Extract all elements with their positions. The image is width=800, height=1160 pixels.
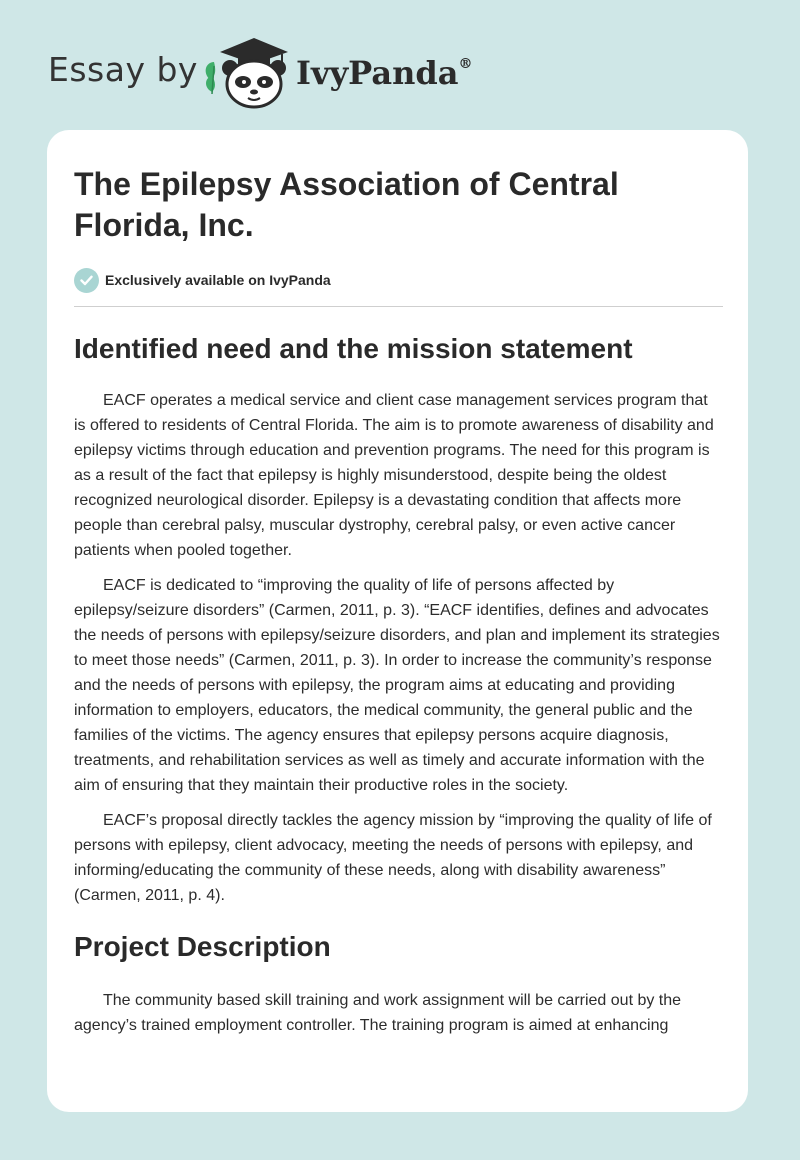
exclusive-badge xyxy=(74,266,723,294)
paragraph: The community based skill training and work assignment will be carried out by the agency’s trained employment controller. The training program is aimed at enhancing xyxy=(74,992,682,1034)
article-content xyxy=(74,130,723,1038)
check-circle-icon xyxy=(74,268,99,293)
panda-graduation-cap-icon[interactable] xyxy=(200,32,290,112)
paragraph: EACF operates a medical service and client case management services program that is offered to residents of Central Florida. The aim is to promote awareness of disability and epilepsy victims through education and prevention programs. The need for this program is as a result of the fact that epilepsy is highly misunderstood, despite being the oldest recognized neurological disorder. Epilepsy is a devastating condition that affects more people than cerebral palsy, muscular dystrophy, cerebral palsy, or even active cancer patients when pooled together. xyxy=(74,392,714,559)
brand-name[interactable] xyxy=(296,54,472,92)
article-card xyxy=(47,130,748,1112)
registered-mark: ® xyxy=(458,56,473,72)
exclusive-label: Exclusively available on IvyPanda xyxy=(105,272,331,288)
divider xyxy=(74,306,723,307)
section-mission xyxy=(74,332,723,908)
essay-by-label: Essay by xyxy=(48,50,198,89)
page-title: The Epilepsy Association of Central Florida, Inc. xyxy=(74,166,619,243)
section-project-description xyxy=(74,930,723,1038)
paragraph: EACF is dedicated to “improving the quality of life of persons affected by epilepsy/seizure disorders” (Carmen, 2011, p. 3). “EACF identifies, defines and advocates the needs of persons with epilepsy/seizure disorders, and plan and implement its strategies to meet those needs” (Carmen, 2011, p. 3). In order to increase the community’s response and the needs of persons with epilepsy, the program aims at educating and providing information to employers, educators, the medical community, the general public and the families of the victims. The agency ensures that epilepsy persons acquire diagnosis, treatments, and rehabilitation services as well as timely and accurate information with the aim of ensuring that they maintain their productive roles in the society. xyxy=(74,577,720,794)
brand-name-text: IvyPanda xyxy=(296,54,459,92)
section-heading: Identified need and the mission statement xyxy=(74,333,633,364)
site-header xyxy=(48,32,548,112)
section-heading: Project Description xyxy=(74,931,331,962)
paragraph: EACF’s proposal directly tackles the agency mission by “improving the quality of life of persons with epilepsy, client advocacy, meeting the needs of persons with epilepsy, and informing/educating the community of these needs, along with disability awareness” (Carmen, 2011, p. 4). xyxy=(74,812,712,904)
